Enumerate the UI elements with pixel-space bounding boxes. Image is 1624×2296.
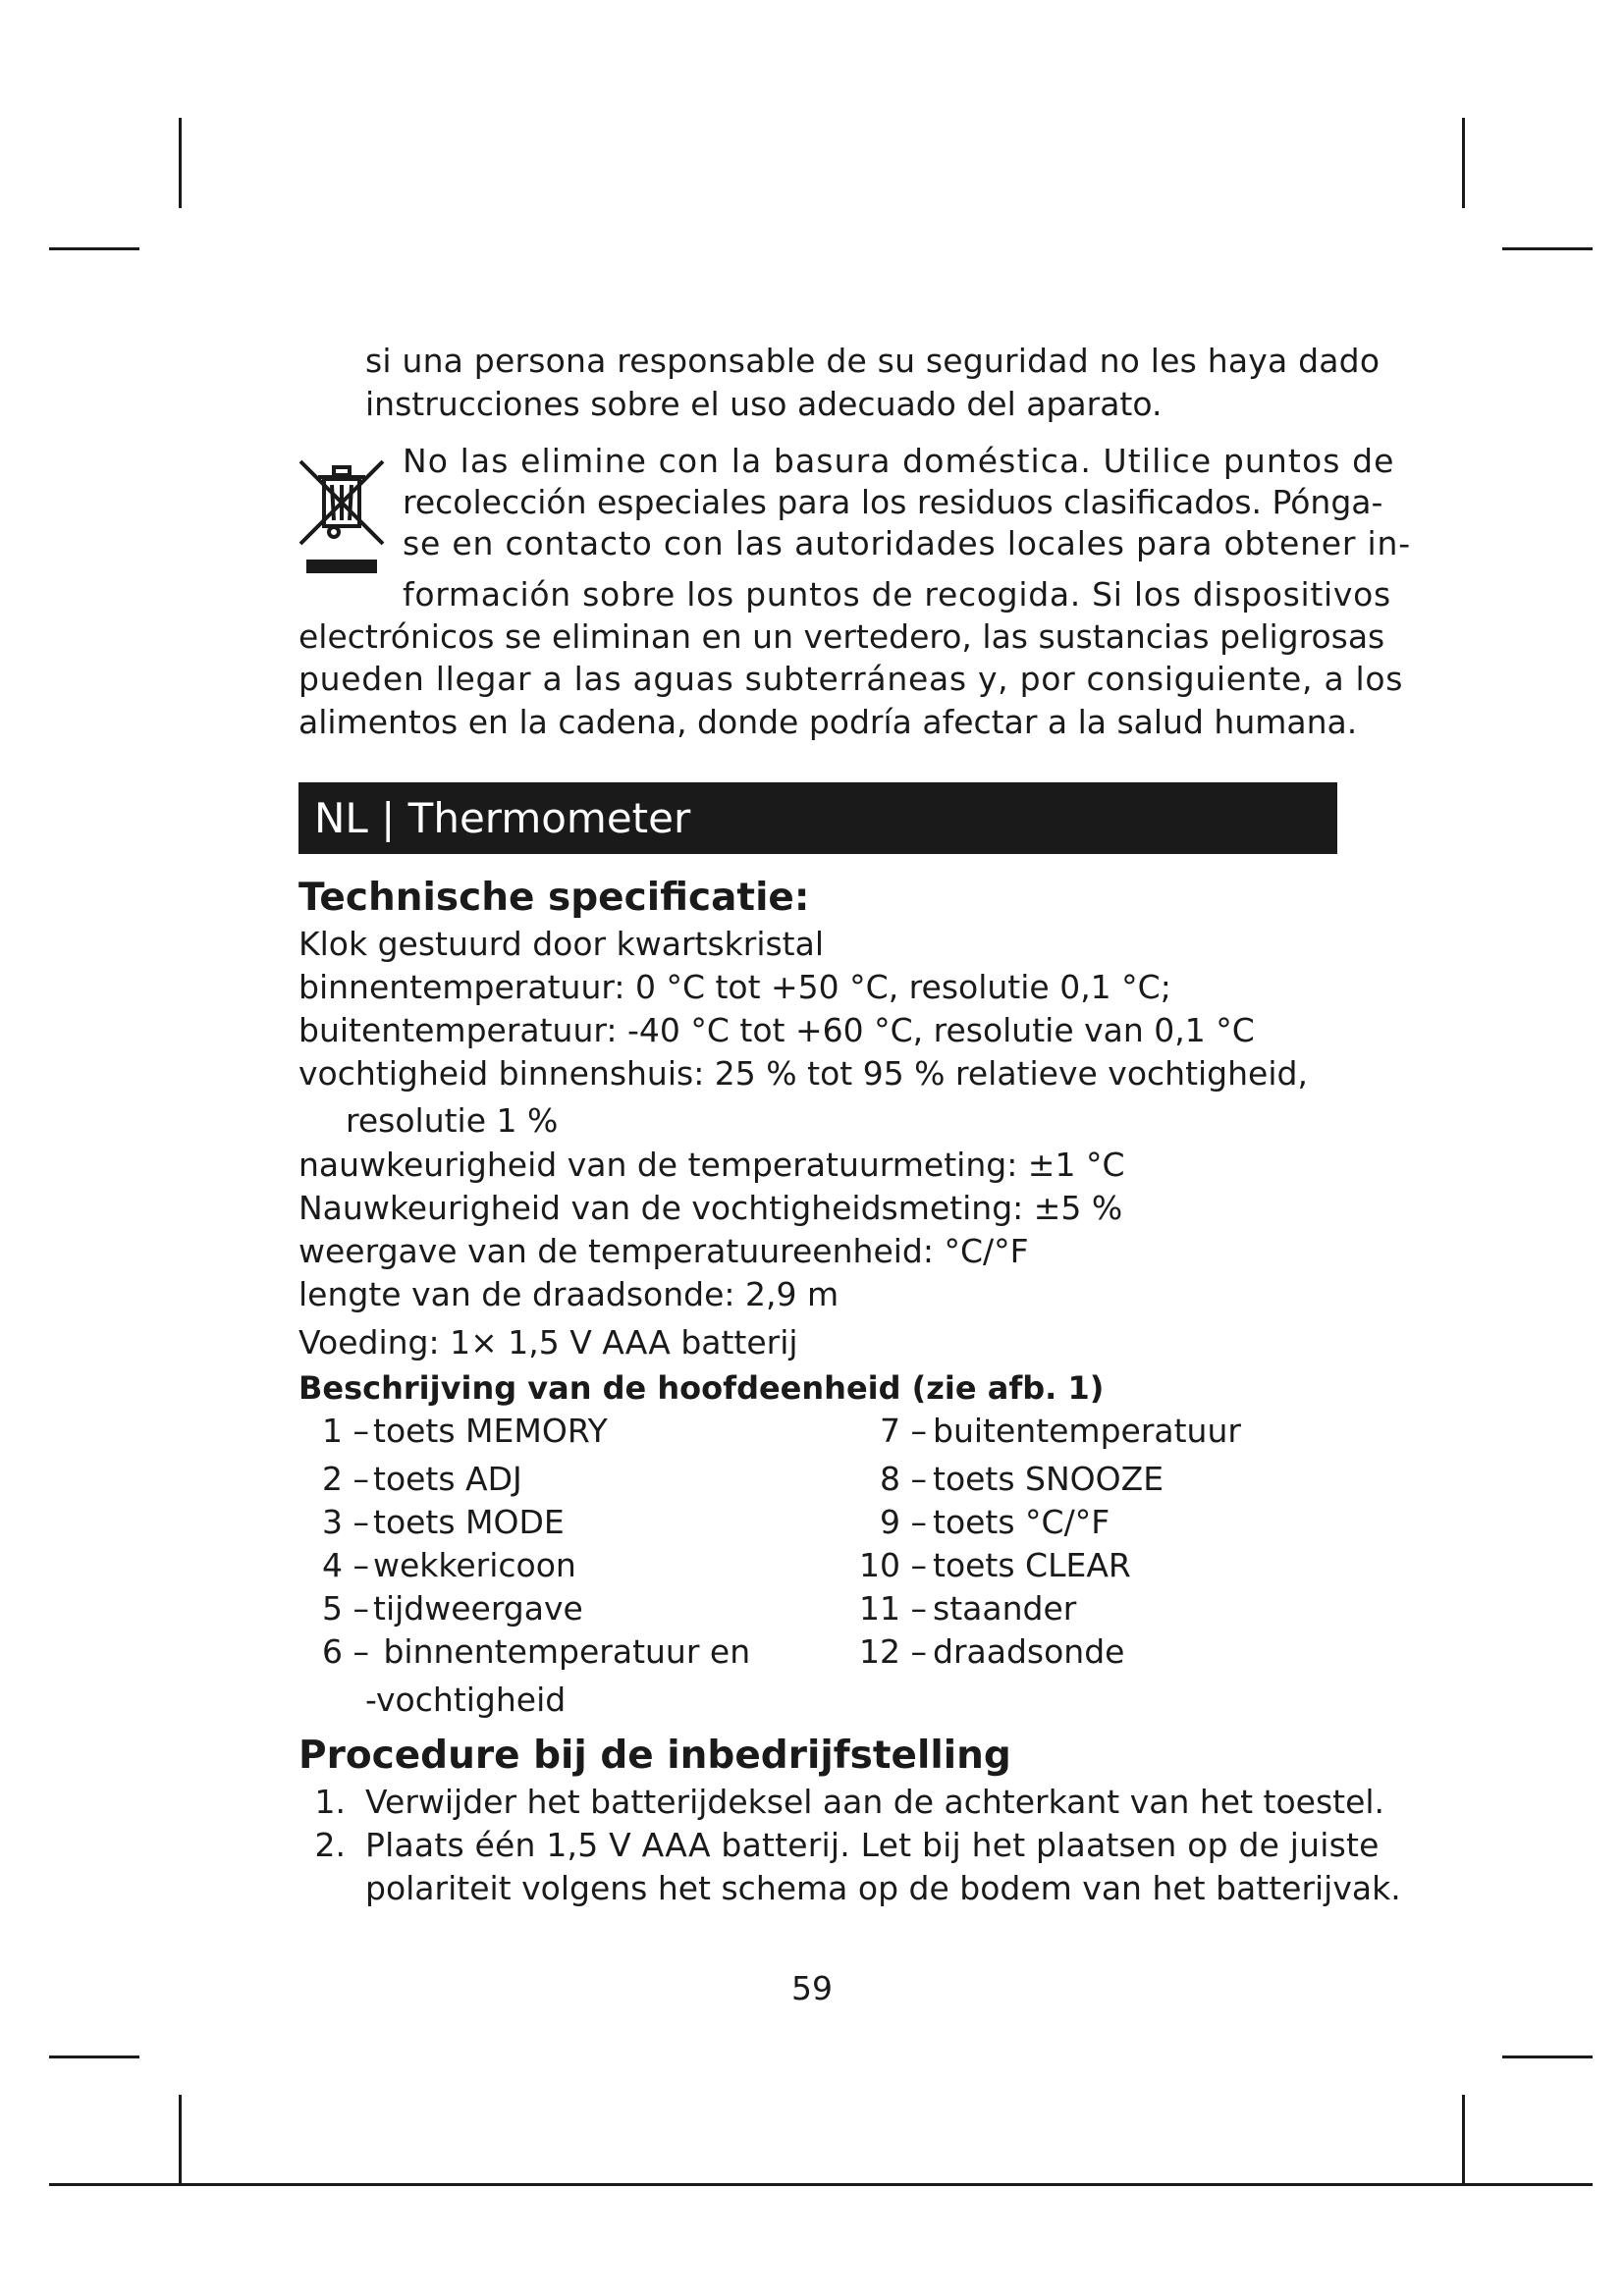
- step-number: 1.: [314, 1783, 346, 1821]
- step-text: Verwijder het batterijdeksel aan de achterkant van het toestel.: [365, 1783, 1385, 1821]
- spec-line: buitentemperatuur: -40 °C tot +60 °C, resolutie van 0,1 °C: [298, 1011, 1255, 1049]
- procedure-heading: Procedure bij de inbedrijfstelling: [298, 1734, 1011, 1778]
- spec-line: nauwkeurigheid van de temperatuurmeting: ±1 °C: [298, 1146, 1125, 1184]
- intro-line-1: si una persona responsable de su seguridad no les haya dado: [365, 342, 1380, 380]
- part-label-left: tijdweergave: [373, 1589, 583, 1628]
- part-label-left: binnentemperatuur en: [373, 1632, 751, 1671]
- part-number-right: 11 –: [859, 1589, 927, 1628]
- crossed-out-wheelie-bin-icon: [295, 454, 389, 581]
- part-label-right: toets °C/°F: [933, 1503, 1110, 1541]
- spec-line: Voeding: 1× 1,5 V AAA batterij: [298, 1323, 798, 1362]
- crop-mark-bottom-right-horizontal: [1502, 2056, 1593, 2058]
- spec-line: resolutie 1 %: [346, 1101, 559, 1140]
- part-number-right: 8 –: [880, 1460, 927, 1498]
- part-label-left: toets ADJ: [373, 1460, 522, 1498]
- step-text-continuation: polariteit volgens het schema op de bodem van het batterijvak.: [365, 1869, 1401, 1907]
- crop-mark-top-right-vertical: [1462, 118, 1465, 208]
- specs-heading: Technische specificatie:: [298, 876, 810, 920]
- part-number-left: 1 –: [322, 1412, 369, 1450]
- section-banner: NL | Thermometer: [298, 782, 1337, 854]
- part-label-left-continuation: -vochtigheid: [365, 1681, 567, 1719]
- crop-mark-bottom-left-horizontal: [49, 2056, 139, 2058]
- spec-line: binnentemperatuur: 0 °C tot +50 °C, resolutie 0,1 °C;: [298, 968, 1171, 1006]
- page-number: 59: [791, 1969, 833, 2007]
- intro-line-2: instrucciones sobre el uso adecuado del aparato.: [365, 385, 1163, 423]
- part-number-left: 6 –: [322, 1632, 369, 1671]
- part-number-left: 5 –: [322, 1589, 369, 1628]
- disposal-text-line-2: recolección especiales para los residuos clasificados. Pónga-: [403, 483, 1383, 521]
- crop-mark-top-left-vertical: [179, 118, 182, 208]
- spec-line: Nauwkeurigheid van de vochtigheidsmeting: ±5 %: [298, 1189, 1123, 1227]
- step-text: Plaats één 1,5 V AAA batterij. Let bij het plaatsen op de juiste: [365, 1826, 1380, 1864]
- part-number-right: 10 –: [859, 1546, 927, 1584]
- spec-line: weergave van de temperatuureenheid: °C/°F: [298, 1232, 1029, 1270]
- crop-mark-top-right-horizontal: [1502, 247, 1593, 250]
- part-label-right: buitentemperatuur: [933, 1412, 1241, 1450]
- page-bottom-rule: [49, 2183, 1593, 2186]
- crop-mark-top-left-horizontal: [49, 247, 139, 250]
- part-label-left: wekkericoon: [373, 1546, 576, 1584]
- part-label-right: staander: [933, 1589, 1077, 1628]
- crop-mark-bottom-right-vertical: [1462, 2095, 1465, 2185]
- step-number: 2.: [314, 1826, 346, 1864]
- part-number-left: 3 –: [322, 1503, 369, 1541]
- disposal-text-line-3: se en contacto con las autoridades locales para obtener in-: [403, 524, 1411, 562]
- disposal-text-line-4: formación sobre los puntos de recogida. Si los dispositivos: [403, 575, 1391, 614]
- disposal-text-line-1: No las elimine con la basura doméstica. Utilice puntos de: [403, 442, 1395, 480]
- part-label-right: draadsonde: [933, 1632, 1125, 1671]
- part-number-left: 4 –: [322, 1546, 369, 1584]
- part-number-right: 7 –: [880, 1412, 927, 1450]
- spec-line: lengte van de draadsonde: 2,9 m: [298, 1275, 839, 1313]
- crop-mark-bottom-left-vertical: [179, 2095, 182, 2185]
- part-label-right: toets SNOOZE: [933, 1460, 1164, 1498]
- part-number-left: 2 –: [322, 1460, 369, 1498]
- part-label-left: toets MEMORY: [373, 1412, 608, 1450]
- part-number-right: 9 –: [880, 1503, 927, 1541]
- description-heading: Beschrijving van de hoofdeenheid (zie afb. 1): [298, 1369, 1105, 1407]
- disposal-full-line-2: pueden llegar a las aguas subterráneas y, por consiguiente, a los: [298, 660, 1404, 698]
- part-label-left: toets MODE: [373, 1503, 565, 1541]
- spec-line: Klok gestuurd door kwartskristal: [298, 925, 825, 963]
- disposal-full-line-3: alimentos en la cadena, donde podría afectar a la salud humana.: [298, 703, 1358, 741]
- part-number-right: 12 –: [859, 1632, 927, 1671]
- disposal-full-line-1: electrónicos se eliminan en un vertedero, las sustancias peligrosas: [298, 617, 1385, 656]
- spec-line: vochtigheid binnenshuis: 25 % tot 95 % relatieve vochtigheid,: [298, 1054, 1308, 1093]
- part-label-right: toets CLEAR: [933, 1546, 1131, 1584]
